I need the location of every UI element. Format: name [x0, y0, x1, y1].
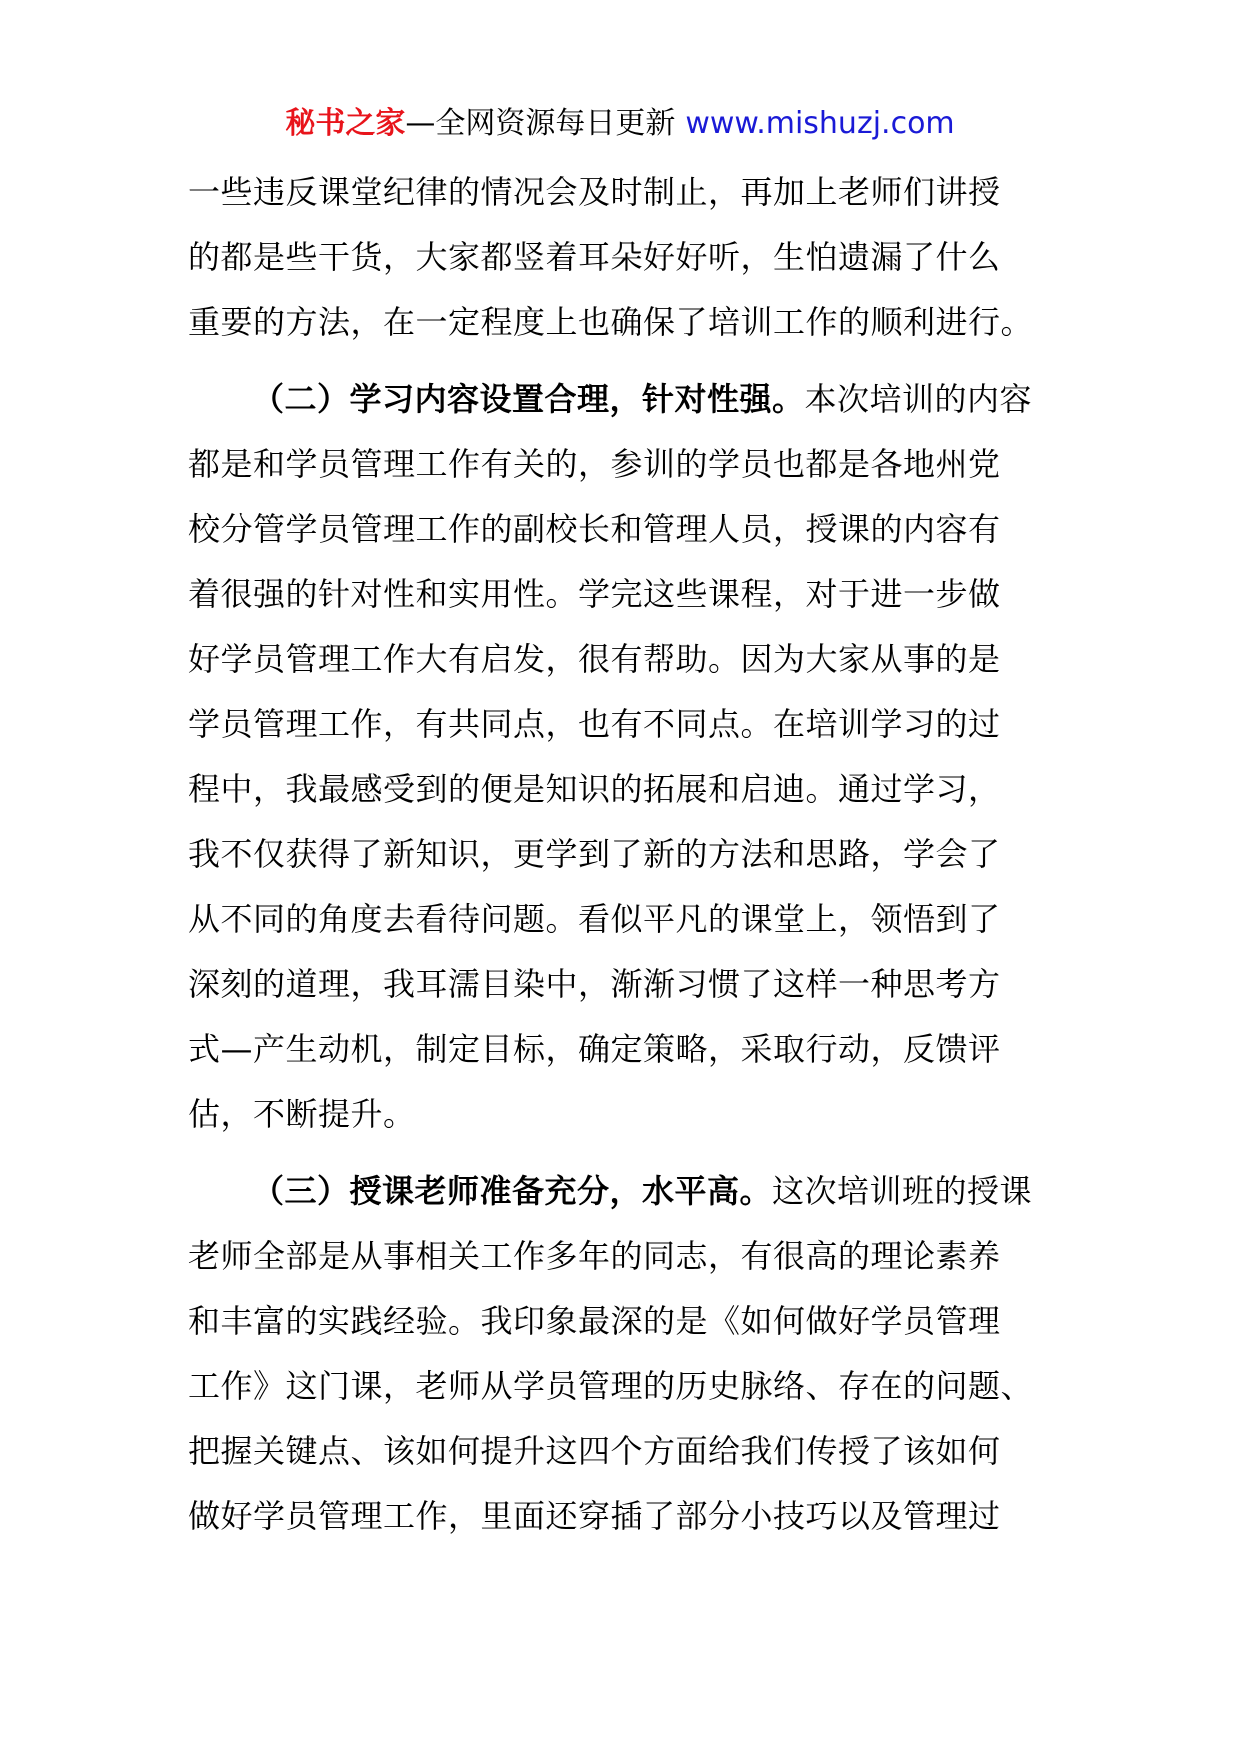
text-line: 把握关键点、该如何提升这四个方面给我们传授了该如何	[188, 1432, 1001, 1470]
header-slogan: —全网资源每日更新	[405, 106, 676, 141]
text-run: 本次培训的内容	[804, 380, 1033, 418]
section-heading: （二）学习内容设置合理，针对性强。	[252, 380, 805, 418]
site-url-link[interactable]: www.mishuzj.com	[685, 106, 955, 141]
text-line: 一些违反课堂纪律的情况会及时制止，再加上老师们讲授	[188, 173, 1001, 211]
text-line: 重要的方法，在一定程度上也确保了培训工作的顺利进行。	[188, 303, 1034, 341]
text-line: 从不同的角度去看待问题。看似平凡的课堂上，领悟到了	[188, 900, 1001, 938]
text-line: 校分管学员管理工作的副校长和管理人员，授课的内容有	[188, 510, 1001, 548]
text-line: 深刻的道理，我耳濡目染中，渐渐习惯了这样一种思考方	[188, 965, 1001, 1003]
text-line: 估，不断提升。	[188, 1095, 416, 1133]
paragraph	[188, 367, 1068, 1147]
text-line: 学员管理工作，有共同点，也有不同点。在培训学习的过	[188, 705, 1001, 743]
paragraph	[188, 160, 1068, 355]
text-line: 着很强的针对性和实用性。学完这些课程，对于进一步做	[188, 575, 1001, 613]
brand-name: 秘书之家	[285, 106, 406, 141]
text-line: 工作》这门课，老师从学员管理的历史脉络、存在的问题、	[188, 1367, 1034, 1405]
text-line: 做好学员管理工作，里面还穿插了部分小技巧以及管理过	[188, 1497, 1001, 1535]
text-line	[188, 1159, 1068, 1224]
document-body	[188, 160, 1068, 1549]
text-line: 程中，我最感受到的便是知识的拓展和启迪。通过学习，	[188, 770, 1001, 808]
page-header	[0, 102, 1240, 146]
text-line: 式—产生动机，制定目标，确定策略，采取行动，反馈评	[188, 1030, 1001, 1068]
text-line: 我不仅获得了新知识，更学到了新的方法和思路，学会了	[188, 835, 1001, 873]
text-line: 好学员管理工作大有启发，很有帮助。因为大家从事的是	[188, 640, 1001, 678]
text-line: 的都是些干货，大家都竖着耳朵好好听，生怕遗漏了什么	[188, 238, 1001, 276]
text-line: 和丰富的实践经验。我印象最深的是《如何做好学员管理	[188, 1302, 1001, 1340]
paragraph	[188, 1159, 1068, 1549]
text-line: 都是和学员管理工作有关的，参训的学员也都是各地州党	[188, 445, 1001, 483]
section-heading: （三）授课老师准备充分，水平高。	[252, 1172, 773, 1210]
text-run: 这次培训班的授课	[772, 1172, 1033, 1210]
text-line: 老师全部是从事相关工作多年的同志，有很高的理论素养	[188, 1237, 1001, 1275]
text-line	[188, 367, 1068, 432]
